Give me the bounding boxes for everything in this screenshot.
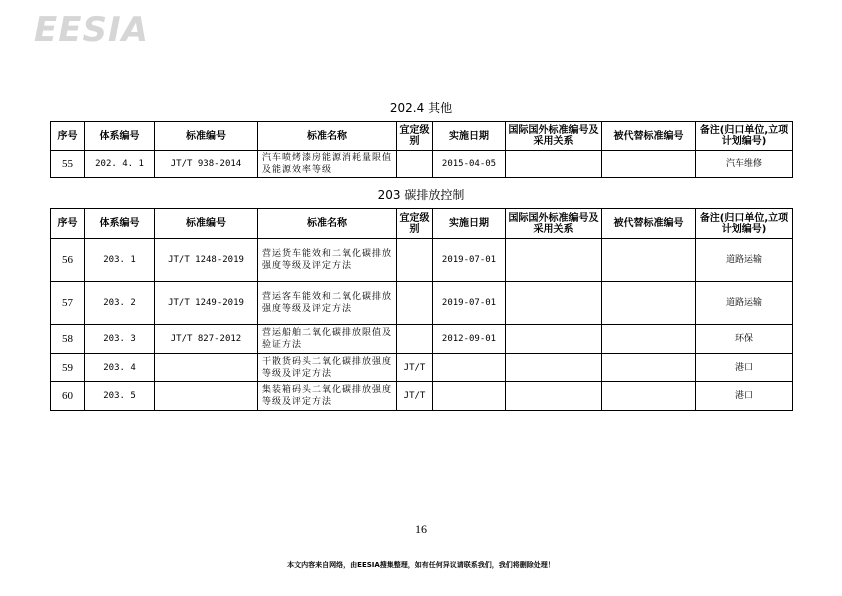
section-title-202-4: 202.4 其他 — [389, 101, 453, 115]
table-header-row — [51, 122, 793, 151]
cell-standard-code: JT/T 938-2014 — [155, 151, 258, 178]
header-international: 国际国外标准编号及采用关系 — [506, 122, 602, 151]
header-replaced: 被代替标准编号 — [602, 122, 696, 151]
eesia-logo: EESIA — [34, 10, 149, 50]
header-standard-name: 标准名称 — [258, 209, 397, 239]
table-row — [51, 325, 793, 354]
cell-standard-code — [155, 382, 258, 411]
cell-note: 港口 — [696, 354, 793, 382]
cell-standard-name: 营运船舶二氧化碳排放限值及验证方法 — [258, 325, 397, 354]
header-date: 实施日期 — [433, 209, 506, 239]
cell-international — [506, 151, 602, 178]
header-system-code: 体系编号 — [85, 122, 155, 151]
header-note: 备注(归口单位,立项计划编号) — [696, 209, 793, 239]
cell-standard-name: 干散货码头二氧化碳排放强度等级及评定方法 — [258, 354, 397, 382]
cell-date: 2019-07-01 — [433, 239, 506, 282]
cell-note: 道路运输 — [696, 282, 793, 325]
cell-seq: 59 — [51, 354, 85, 382]
cell-level: JT/T — [397, 354, 433, 382]
standards-table-202-4 — [50, 121, 793, 178]
table-row — [51, 239, 793, 282]
cell-replaced — [602, 382, 696, 411]
cell-standard-name: 营运货车能效和二氧化碳排放强度等级及评定方法 — [258, 239, 397, 282]
cell-standard-name: 汽车喷烤漆房能源消耗量限值及能源效率等级 — [258, 151, 397, 178]
cell-system-code: 203. 5 — [85, 382, 155, 411]
cell-standard-code: JT/T 1248-2019 — [155, 239, 258, 282]
header-seq: 序号 — [51, 209, 85, 239]
standards-table-203 — [50, 208, 793, 411]
header-note: 备注(归口单位,立项计划编号) — [696, 122, 793, 151]
header-standard-code: 标准编号 — [155, 209, 258, 239]
cell-standard-code: JT/T 827-2012 — [155, 325, 258, 354]
cell-level — [397, 282, 433, 325]
cell-seq: 57 — [51, 282, 85, 325]
cell-system-code: 203. 1 — [85, 239, 155, 282]
cell-international — [506, 354, 602, 382]
header-level: 宜定级别 — [397, 209, 433, 239]
cell-international — [506, 282, 602, 325]
cell-note: 港口 — [696, 382, 793, 411]
cell-level — [397, 325, 433, 354]
page-number: 16 — [415, 522, 427, 536]
cell-international — [506, 382, 602, 411]
cell-seq: 58 — [51, 325, 85, 354]
cell-level — [397, 151, 433, 178]
cell-system-code: 203. 2 — [85, 282, 155, 325]
cell-standard-code: JT/T 1249-2019 — [155, 282, 258, 325]
cell-system-code: 203. 4 — [85, 354, 155, 382]
table-row — [51, 282, 793, 325]
table-row — [51, 382, 793, 411]
cell-standard-name: 营运客车能效和二氧化碳排放强度等级及评定方法 — [258, 282, 397, 325]
cell-level — [397, 239, 433, 282]
cell-note: 道路运输 — [696, 239, 793, 282]
cell-replaced — [602, 325, 696, 354]
header-seq: 序号 — [51, 122, 85, 151]
footer-disclaimer: 本文内容来自网络，由EESIA搜集整理，如有任何异议请联系我们，我们将删除处理！ — [287, 561, 555, 569]
header-standard-name: 标准名称 — [258, 122, 397, 151]
cell-standard-name: 集装箱码头二氧化碳排放强度等级及评定方法 — [258, 382, 397, 411]
cell-date — [433, 382, 506, 411]
table-row — [51, 151, 793, 178]
cell-system-code: 202. 4. 1 — [85, 151, 155, 178]
header-date: 实施日期 — [433, 122, 506, 151]
cell-date — [433, 354, 506, 382]
cell-standard-code — [155, 354, 258, 382]
cell-date: 2012-09-01 — [433, 325, 506, 354]
header-standard-code: 标准编号 — [155, 122, 258, 151]
cell-note: 环保 — [696, 325, 793, 354]
cell-seq: 60 — [51, 382, 85, 411]
cell-international — [506, 325, 602, 354]
table-header-row — [51, 209, 793, 239]
cell-replaced — [602, 354, 696, 382]
table-row — [51, 354, 793, 382]
cell-date: 2015-04-05 — [433, 151, 506, 178]
header-level: 宜定级别 — [397, 122, 433, 151]
header-replaced: 被代替标准编号 — [602, 209, 696, 239]
header-system-code: 体系编号 — [85, 209, 155, 239]
cell-replaced — [602, 239, 696, 282]
cell-system-code: 203. 3 — [85, 325, 155, 354]
header-international: 国际国外标准编号及采用关系 — [506, 209, 602, 239]
cell-seq: 55 — [51, 151, 85, 178]
section-title-203: 203 碳排放控制 — [377, 188, 465, 202]
cell-international — [506, 239, 602, 282]
cell-replaced — [602, 282, 696, 325]
cell-level: JT/T — [397, 382, 433, 411]
cell-seq: 56 — [51, 239, 85, 282]
cell-replaced — [602, 151, 696, 178]
cell-note: 汽车维修 — [696, 151, 793, 178]
cell-date: 2019-07-01 — [433, 282, 506, 325]
